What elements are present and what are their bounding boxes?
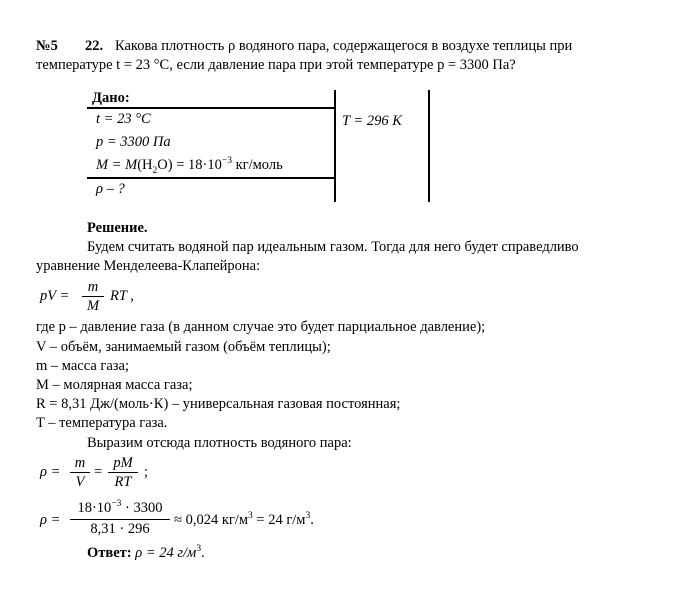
given-pressure: p = 3300 Па: [96, 134, 171, 150]
eq3-left: ρ =: [40, 512, 61, 528]
eq1-right: RT ,: [110, 288, 134, 304]
eq3-result: ≈ 0,024 $кг/м^3 = 24$ $г/м^3$.: [174, 511, 314, 528]
where-p: где p – давление газа (в данном случае это будет парциальное давление);: [36, 319, 486, 335]
problem-number: №5: [36, 38, 58, 54]
eq2-fraction2: pM RT: [108, 455, 138, 490]
eq1-fraction: m M: [82, 279, 104, 314]
solution-paragraph1-line2: уравнение Менделеева-Клапейрона:: [36, 258, 261, 274]
problem-text-line2: температуре t = 23 °С, если давление пара при этой температуре p = 3300 Па?: [36, 57, 516, 73]
definition-M: M – молярная масса газа;: [36, 377, 193, 393]
eq2-equals: =: [94, 464, 103, 480]
definition-T: T – температура газа.: [36, 415, 168, 431]
given-bottom-rule: [87, 177, 334, 179]
given-header: Дано:: [92, 90, 130, 106]
eq3-fraction: $18\cdot 10^{-3} \cdot 3300$ 8,31 · 296: [70, 500, 170, 537]
solution-paragraph1-line1: Будем считать водяной пар идеальным газом. Тогда для него будет справедливо: [87, 239, 579, 255]
definition-V: V – объём, занимаемый газом (объём теплицы);: [36, 339, 331, 355]
solution-header: Решение.: [87, 220, 148, 236]
definition-m: m – масса газа;: [36, 358, 129, 374]
given-molar-mass: $M = M(H_2O) = 18\cdot 10^{-3}$ кг/моль: [96, 156, 283, 176]
si-divider: [428, 90, 430, 202]
given-divider: [334, 90, 336, 202]
find-rho: ρ – ?: [96, 181, 125, 197]
given-temperature: t = 23 °С: [96, 111, 151, 127]
si-temperature: T = 296 К: [342, 113, 402, 129]
eq2-end: ;: [144, 464, 149, 480]
eq2-fraction1: m V: [70, 455, 90, 490]
solution-paragraph2: Выразим отсюда плотность водяного пара:: [87, 435, 352, 451]
definition-R: R = 8,31 Дж/(моль·К) – универсальная газовая постоянная;: [36, 396, 401, 412]
eq2-left: ρ =: [40, 464, 61, 480]
given-top-rule: [87, 107, 334, 109]
problem-text-line1: Какова плотность ρ водяного пара, содержащегося в воздухе теплицы при: [115, 38, 573, 54]
answer: Ответ: ρ = 24 $г/м^3$.: [87, 544, 205, 561]
eq1-left: pV =: [40, 288, 70, 304]
task-number: 22.: [85, 38, 104, 54]
